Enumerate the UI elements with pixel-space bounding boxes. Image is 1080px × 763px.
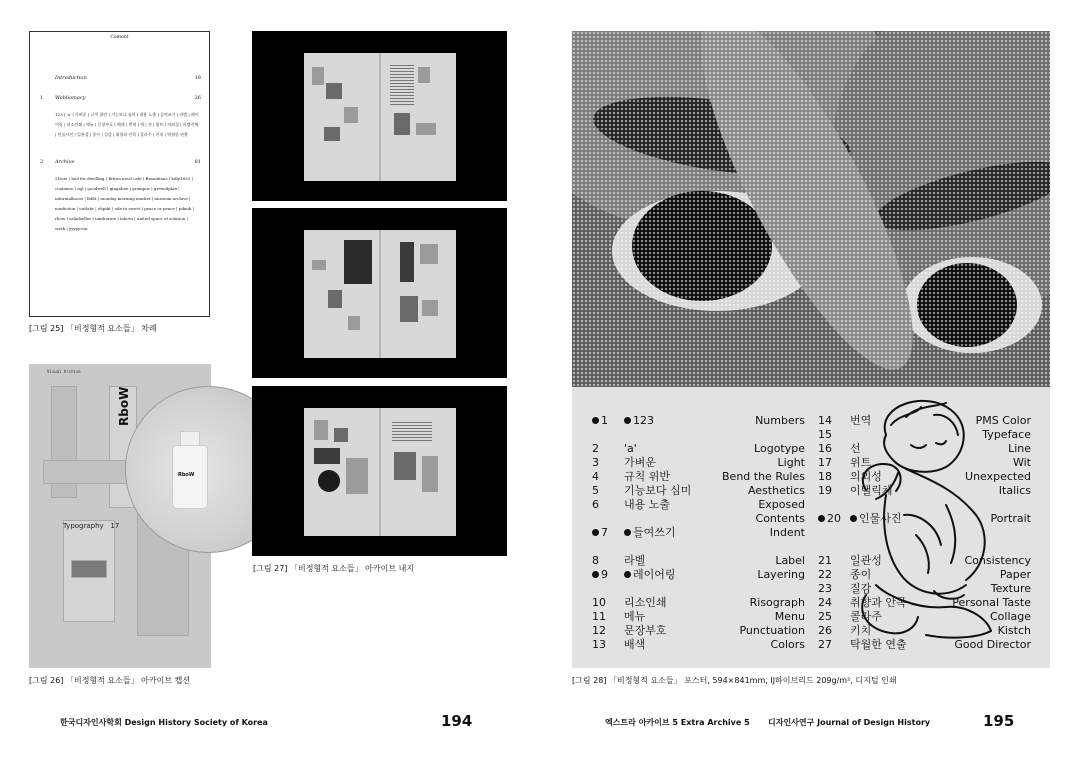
list-item: Line — [1008, 442, 1031, 455]
toc-section-1-items: 123 | 'a' | 가벼운 | 규칙 위반 | 기능보다 심미 | 내용 노출 | 들여쓰기 | 라벨 | 레이어링 | 리소인쇄 | 메뉴 | 문장부호 | 배색 | 번역 | 색 | 선 | 위트 | 의외성 | 이탤릭체 | 인물사진 | 일관성 | 종이 | 질감 | 취향과 안목 | 콜라주 | 키치 | 탁월한 연출 — [55, 112, 199, 137]
spread-panel-3 — [252, 386, 507, 556]
list-item: Kistch — [997, 624, 1031, 637]
list-item: 3 — [592, 456, 599, 469]
list-item: 인물사진 — [850, 512, 907, 526]
list-item: 10 — [592, 596, 606, 609]
list-item: 19 — [818, 484, 832, 497]
caption-fig26: [그림 26] 「비정형적 요소들」 아카이브 캡션 — [29, 676, 191, 685]
list-item: 16 — [818, 442, 832, 455]
list-item: 위트 — [850, 456, 872, 469]
list-item: Collage — [989, 610, 1031, 623]
spread-panel-2 — [252, 208, 507, 378]
list-item: 22 — [818, 568, 832, 581]
list-item: 21 — [818, 554, 832, 567]
list-item: Menu — [774, 610, 805, 623]
halftone-eyes-photo — [572, 31, 1050, 387]
caption-fig28: [그림 28] 「비정형적 요소들」 포스터, 594×841mm, IJ하이브리드 209g/m², 디지털 인쇄 — [572, 676, 897, 685]
list-item: 'a' — [624, 442, 637, 455]
list-item: 질감 — [850, 582, 872, 595]
list-item: Consistency — [964, 554, 1031, 567]
list-item: 27 — [818, 638, 832, 651]
list-item: 5 — [592, 484, 599, 497]
list-item: 내용 노출 — [624, 498, 671, 511]
poster-figure — [572, 31, 1050, 668]
list-item: 종이 — [850, 568, 872, 581]
toc-section-2-items: 2Note | bed for dwelling | Bitton meal cafe | Braunhaus | bdly1893 | coalmine | mjl | goodwell | gingabae | grampus | greendplan | informalboost | lbfbt | monday morning market | museum archive | nonfiction | outlabr | ohpikt | ode to sweet | peace or peace | piknik | rbow | saladseller | tamburine | tokotu | united space of solution | werk | yyyyyvon — [55, 176, 194, 231]
list-item: 키치 — [850, 624, 872, 637]
list-item: 23 — [818, 582, 832, 595]
list-item: 14 — [818, 414, 832, 427]
bottle-logo: RboW — [178, 472, 195, 478]
footer-journal: 디자인사연구 Journal of Design History — [768, 718, 931, 727]
list-item: Wit — [1012, 456, 1031, 469]
list-item: 8 — [592, 554, 599, 567]
list-item: 일관성 — [850, 554, 882, 567]
list-item: 12 — [592, 624, 606, 637]
list-item: 의외성 — [850, 470, 882, 483]
child-line-drawing — [846, 395, 996, 643]
list-item: Typeface — [982, 428, 1031, 441]
list-item: Italics — [998, 484, 1031, 497]
list-item: 선 — [850, 442, 861, 455]
list-item: 레이어링 — [624, 568, 691, 582]
list-item: 규칙 위반 — [624, 470, 671, 483]
list-item: Texture — [990, 582, 1031, 595]
list-item: 9 — [592, 568, 608, 582]
list-item: 1 — [592, 414, 608, 428]
list-item: Contents — [755, 512, 805, 525]
list-item: 6 — [592, 498, 599, 511]
list-item: Layering — [757, 568, 805, 581]
typography-label: Typography 17 — [63, 522, 120, 530]
list-item: 11 — [592, 610, 606, 623]
caption-fig27: [그림 27] 「비정형적 요소들」 아카이브 내지 — [253, 564, 415, 573]
visual-archive-label: Visual Archive — [47, 369, 81, 374]
footer-left-society: 한국디자인사학회 Design History Society of Korea — [60, 718, 268, 727]
list-item: 2 — [592, 442, 599, 455]
rbow-logo: RboW — [117, 386, 131, 426]
list-item: 취향과 안목 — [850, 596, 907, 609]
list-item: Numbers — [755, 414, 805, 427]
list-item: Paper — [999, 568, 1031, 581]
list-item: 메뉴 — [624, 610, 646, 623]
page-number-left: 194 — [441, 712, 473, 730]
list-item: 15 — [818, 428, 832, 441]
page-number-right: 195 — [983, 712, 1015, 730]
list-item: 리소인쇄 — [624, 596, 667, 609]
list-item: 들여쓰기 — [624, 526, 691, 540]
list-item: Unexpected — [965, 470, 1031, 483]
toc-heading: Content — [110, 35, 129, 40]
spread-1 — [304, 53, 456, 181]
list-item: 문장부호 — [624, 624, 667, 637]
list-item: 배색 — [624, 638, 646, 651]
list-item: 기능보다 심미 — [624, 484, 692, 497]
list-item: 번역 — [850, 414, 872, 427]
spread-2 — [304, 230, 456, 358]
list-item: 18 — [818, 470, 832, 483]
list-item: Logotype — [754, 442, 805, 455]
product-photo — [71, 560, 107, 578]
list-item: 콜라주 — [850, 610, 882, 623]
list-item: 123 — [624, 414, 691, 428]
list-item: 26 — [818, 624, 832, 637]
list-item: Bend the Rules — [722, 470, 805, 483]
list-item: Light — [777, 456, 805, 469]
list-item: 이탤릭체 — [850, 484, 893, 497]
spread-3 — [304, 408, 456, 536]
list-item: 4 — [592, 470, 599, 483]
caption-fig25: [그림 25] 「비정형적 요소들」 차례 — [29, 324, 157, 333]
list-item: Portrait — [990, 512, 1031, 525]
list-item: Aesthetics — [747, 484, 805, 497]
list-item: 17 — [818, 456, 832, 469]
spread-panel-1 — [252, 31, 507, 201]
list-item: 라벨 — [624, 554, 646, 567]
list-item: Exposed — [758, 498, 805, 511]
toc-card: Content Introduction 18 1 Webliomacy 26 123 | 'a' | 가벼운 | 규칙 위반 | 기능보다 심미 | 내용 노출 | 들여쓰기 | 라벨 | 레이어링 | 리소인쇄 | 메뉴 | 문장부호 | 배색 | 번역 | 색 | 선 | 위트 | 의외성 | 이탤릭체 | 인물사진 | 일관성 | 종이 | 질감 | 취향과 안목 | 콜라주 | 키치 | 탁월한 연출 2 Archive 81 2Note | bed for dwelling | Bitton meal cafe | Braunhaus | bdly1893 | coalmine | mjl | goodwell | gingabae | grampus | greendplan | informalboost | lbfbt | monday morning market | museum archive | nonfiction | outlabr | ohpikt | ode to sweet | peace or peace | piknik | rbow | saladseller | tamburine | tokotu | united space of solution | werk | yyyyyvon — [29, 31, 210, 317]
list-item: Risograph — [749, 596, 805, 609]
list-item: Colors — [770, 638, 805, 651]
list-item: Label — [775, 554, 805, 567]
list-item: Personal Taste — [952, 596, 1031, 609]
list-item: PMS Color — [975, 414, 1031, 427]
list-item: 탁월한 연출 — [850, 638, 907, 651]
list-item: 가벼운 — [624, 456, 656, 469]
list-item: 13 — [592, 638, 606, 651]
list-item: Indent — [769, 526, 805, 539]
footer-extra-archive: 엑스트라 아카이브 5 Extra Archive 5 — [605, 718, 750, 727]
list-item: 20 — [818, 512, 841, 526]
list-item: 7 — [592, 526, 608, 540]
list-item: 24 — [818, 596, 832, 609]
list-item: Punctuation — [739, 624, 805, 637]
list-item: Good Director — [954, 638, 1031, 651]
list-item: 25 — [818, 610, 832, 623]
